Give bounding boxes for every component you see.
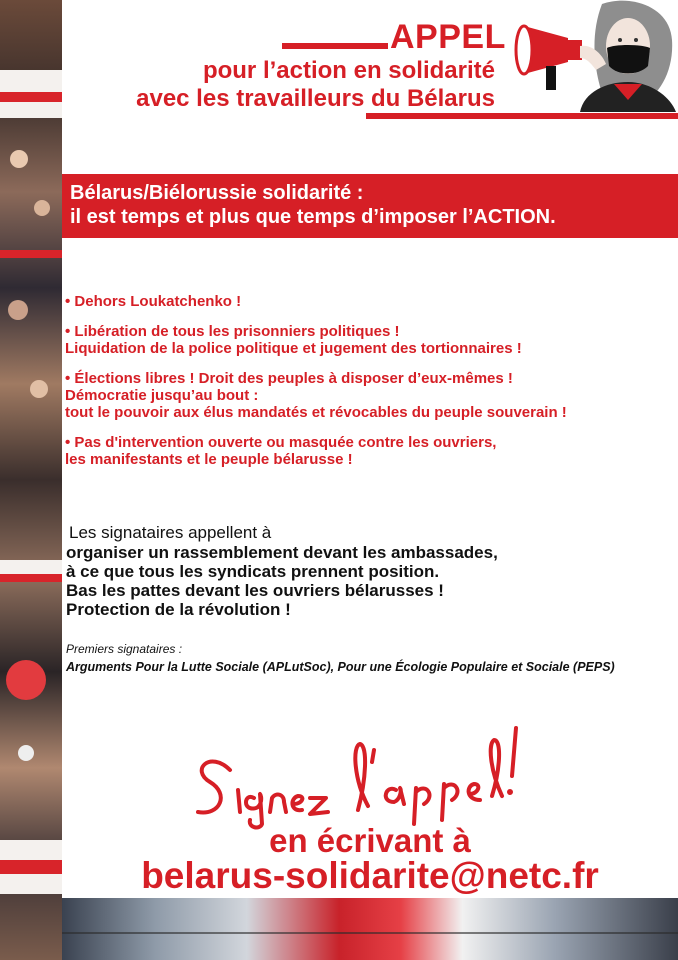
banner-line1: Bélarus/Biélorussie solidarité : (70, 182, 364, 204)
page-subtitle-line1: pour l’action en solidarité (202, 57, 495, 84)
demand-item (65, 370, 670, 421)
demand-line: • Dehors Loukatchenko ! (65, 293, 242, 310)
banner-line2: il est temps et plus que temps d’imposer l’ACTION. (70, 206, 556, 228)
sign-the-appeal-handwriting (190, 720, 530, 830)
page-subtitle-line2: avec les travailleurs du Bélarus (136, 85, 495, 112)
headline-banner (62, 174, 678, 238)
demand-line: Démocratie jusqu’au bout : (65, 387, 259, 404)
demand-item (65, 293, 670, 310)
demand-line: Liquidation de la police politique et jugement des tortionnaires ! (65, 340, 522, 357)
signatories-orgs: Arguments Pour la Lutte Sociale (APLutSoc), Pour une Écologie Populaire et Sociale (PEPS) (66, 660, 615, 674)
appeal-action: à ce que tous les syndicats prennent position. (66, 562, 440, 581)
barbed-wire (62, 932, 678, 934)
contact-email[interactable]: belarus-solidarite@netc.fr (141, 855, 599, 896)
demand-line: • Libération de tous les prisonniers politiques ! (65, 323, 400, 340)
demands-list (65, 293, 670, 481)
demand-item (65, 434, 670, 468)
appeal-action: Protection de la révolution ! (66, 600, 291, 619)
bottom-photo-strip (62, 898, 678, 960)
appeal-action: Bas les pattes devant les ouvriers bélarusses ! (66, 581, 444, 600)
header-accent-bar (282, 43, 388, 49)
demand-line: • Élections libres ! Droit des peuples à disposer d’eux-mêmes ! (65, 370, 513, 387)
appeal-intro: Les signataires appellent à (69, 523, 272, 542)
header-underline (366, 113, 678, 119)
demand-line: tout le pouvoir aux élus mandatés et révocables du peuple souverain ! (65, 404, 567, 421)
demand-line: • Pas d'intervention ouverte ou masquée contre les ouvriers, (65, 434, 497, 451)
cta-script-text: Signez l'appel ! (190, 720, 197, 721)
page-title: APPEL (390, 18, 506, 56)
appeal-paragraph (66, 522, 666, 619)
demand-item (65, 323, 670, 357)
cta-write-text: en écrivant à (269, 822, 471, 859)
signatories-label: Premiers signataires : (66, 642, 183, 656)
appeal-action: organiser un rassemblement devant les ambassades, (66, 543, 498, 562)
megaphone-woman-illustration (510, 0, 678, 112)
demand-line: les manifestants et le peuple bélarusse ! (65, 451, 353, 468)
crowd-photo-strip (0, 0, 62, 960)
